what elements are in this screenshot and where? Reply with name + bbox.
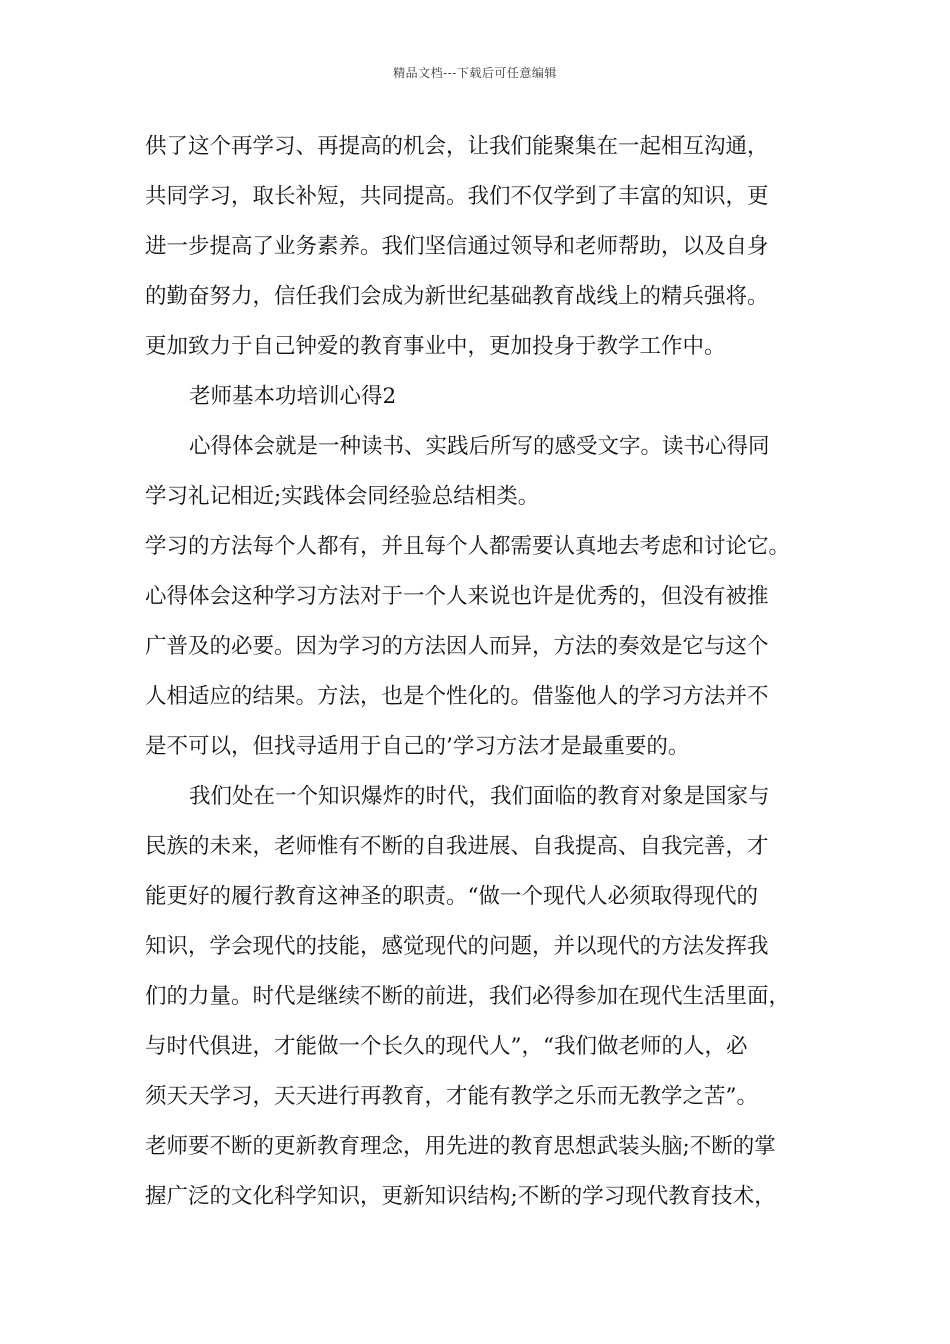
text-line: 们的力量。时代是继续不断的前进，我们必得参加在现代生活里面，	[145, 984, 791, 1009]
text-line: 须天天学习，天天进行再教育，才能有教学之乐而无教学之苦”。	[145, 1084, 758, 1109]
document-body	[145, 127, 815, 1227]
text-line: 广普及的必要。因为学习的方法因人而异，方法的奏效是它与这个	[145, 634, 769, 659]
paragraph-first-line: 心得体会就是一种读书、实践后所写的感受文字。读书心得同	[189, 434, 770, 459]
text-line: 供了这个再学习、再提高的机会，让我们能聚集在一起相互沟通，	[145, 134, 769, 159]
text-line: 学习礼记相近;实践体会同经验总结相类。	[145, 484, 540, 509]
text-line: 能更好的履行教育这神圣的职责。“做一个现代人必须取得现代的	[145, 884, 758, 909]
text-line: 的勤奋努力，信任我们会成为新世纪基础教育战线上的精兵强将。	[145, 284, 769, 309]
text-line: 共同学习，取长补短，共同提高。我们不仅学到了丰富的知识，更	[145, 184, 769, 209]
text-line: 与时代俱进，才能做一个长久的现代人”，“我们做老师的人，必	[145, 1034, 748, 1059]
text-line: 老师要不断的更新教育理念，用先进的教育思想武装头脑;不断的掌	[145, 1134, 776, 1159]
text-line: 人相适应的结果。方法，也是个性化的。借鉴他人的学习方法并不	[145, 684, 769, 709]
text-line: 更加致力于自己钟爱的教育事业中，更加投身于教学工作中。	[145, 334, 726, 359]
text-line: 知识，学会现代的技能，感觉现代的问题，并以现代的方法发挥我	[145, 934, 769, 959]
page-header: 精品文档---下载后可任意编辑	[393, 66, 557, 80]
text-line: 是不可以，但找寻适用于自己的’学习方法才是最重要的。	[145, 734, 690, 759]
section-title: 老师基本功培训心得2	[189, 384, 397, 409]
paragraph-first-line: 我们处在一个知识爆炸的时代，我们面临的教育对象是国家与	[189, 784, 770, 809]
text-line: 进一步提高了业务素养。我们坚信通过领导和老师帮助，以及自身	[145, 234, 769, 259]
text-line: 心得体会这种学习方法对于一个人来说也许是优秀的，但没有被推	[145, 584, 769, 609]
text-line: 学习的方法每个人都有，并且每个人都需要认真地去考虑和讨论它。	[145, 534, 791, 559]
text-line: 握广泛的文化科学知识，更新知识结构;不断的学习现代教育技术，	[145, 1184, 776, 1209]
text-line: 民族的未来，老师惟有不断的自我进展、自我提高、自我完善，才	[145, 834, 769, 859]
